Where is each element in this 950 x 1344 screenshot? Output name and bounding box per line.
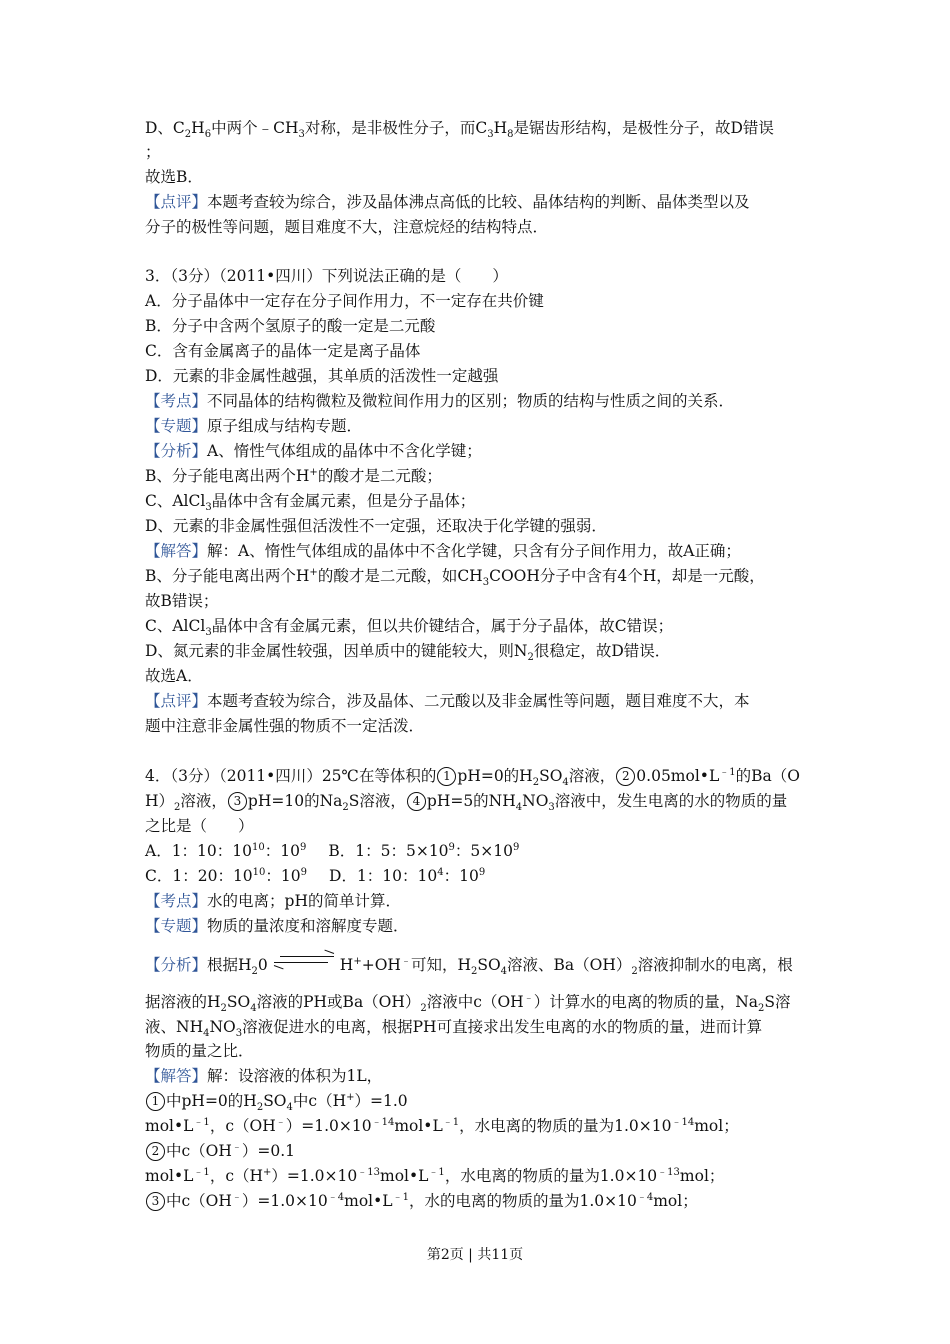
q3-stem: 3．（3分）（2011•四川）下列说法正确的是（ ） xyxy=(145,267,508,285)
q4-fenxi: 【分析】根据$H_20$ H++OH﹣可知，$H_2SO_4$溶液、$Ba(OH)_2$溶液抑制水的电离，根 xyxy=(145,953,793,976)
q4-jieda-1: 1 中pH=0的$H_2SO_4$中c（H+）=1.0 xyxy=(145,1090,408,1112)
subscript: 3 xyxy=(298,129,305,141)
q2-option-d-explanation: D、$C_2H_6$中两个$﹣CH_3$对称，是非极性分子，而$C_3H_8$是锯齿形结构，是极性分子，故D错误 xyxy=(145,119,774,141)
q4-fenxi-cont1: 据溶液的$H_2SO_4$溶液的PH或$Ba(OH)_2$溶液中c（OH﹣）计算水的电离的物质的量，$Na_2S$溶 xyxy=(145,992,791,1015)
section-tag: 【考点】 xyxy=(145,892,208,910)
superscript: + xyxy=(346,1091,355,1103)
subscript: 4 xyxy=(203,1028,210,1040)
q4-options-ab: A．1：10：$10^{10}$：$10^9$ B．1：5：$5\times 10^9$：$5\times 10^9$ xyxy=(145,841,520,860)
q2-semicolon: ； xyxy=(145,143,161,161)
subscript: 6 xyxy=(204,129,212,141)
q3-jieda-c: C、AlCl$_3$晶体中含有金属元素，但以共价键结合，属于分子晶体，故C错误； xyxy=(145,617,674,639)
subscript: 2 xyxy=(184,129,192,141)
equilibrium-arrow-icon xyxy=(274,953,334,967)
q3-fenxi: 【分析】A、惰性气体组成的晶体中不含化学键； xyxy=(145,442,482,460)
circled-3-icon: 3 xyxy=(146,1192,165,1211)
superscript: ﹣4 xyxy=(636,1191,654,1203)
subscript: 2 xyxy=(420,1003,427,1015)
q3-fenxi-b: B、分子能电离出两个H+的酸才是二元酸； xyxy=(145,466,442,485)
subscript: 2 xyxy=(470,966,478,978)
superscript: ﹣ xyxy=(400,955,411,967)
section-tag: 【点评】 xyxy=(145,692,208,710)
superscript: ﹣1 xyxy=(719,766,736,778)
q4-stem: 4．（3分）（2011•四川）25℃在等体积的 1 pH=0的$H_2SO_4$溶液， 2 $0.05mol•L^{﹣1}$的Ba（O xyxy=(145,766,800,789)
superscript: + xyxy=(309,466,318,478)
superscript: 9 xyxy=(478,866,486,878)
superscript: ﹣13 xyxy=(657,1166,680,1178)
subscript: 4 xyxy=(562,777,569,789)
q3-option-c: C．含有金属离子的晶体一定是离子晶体 xyxy=(145,342,421,360)
subscript: 2 xyxy=(220,1003,227,1015)
q3-dianping-cont: 题中注意非金属性强的物质不一定活泼． xyxy=(145,717,425,735)
superscript: 9 xyxy=(448,841,455,853)
circled-1-icon: 1 xyxy=(146,1092,165,1111)
superscript: ﹣4 xyxy=(327,1191,345,1203)
q4-jieda-2: 2 中c（OH﹣）=0.1 xyxy=(145,1140,295,1162)
superscript: ﹣13 xyxy=(357,1166,380,1178)
subscript: 4 xyxy=(250,1003,257,1015)
subscript: 2 xyxy=(532,777,540,789)
q4-stem-cont: $H)_2$溶液， 3 pH=10的$Na_2S$溶液， 4 pH=5的$NH_4NO_3$溶液中，发生电离的水的物质的量 xyxy=(145,792,788,814)
subscript: 2 xyxy=(527,652,534,664)
q3-jieda-b: B、分子能电离出两个H+的酸才是二元酸，如$CH_3COOH$分子中含有4个H，却是一元酸， xyxy=(145,566,765,589)
subscript: 2 xyxy=(174,802,181,814)
q4-stem-end: 之比是（ ） xyxy=(145,817,254,835)
superscript: + xyxy=(353,955,362,967)
superscript: ﹣14 xyxy=(671,1116,695,1128)
subscript: 3 xyxy=(235,1028,243,1040)
q4-fenxi-cont2: 液、$NH_4NO_3$溶液促进水的电离，根据PH可直接求出发生电离的水的物质的量，进而计算 xyxy=(145,1018,763,1040)
superscript: + xyxy=(309,566,318,578)
subscript: 4 xyxy=(286,1102,293,1114)
subscript: 2 xyxy=(631,966,638,978)
superscript: ﹣1 xyxy=(392,1191,409,1203)
subscript: 2 xyxy=(256,1102,264,1114)
superscript: ﹣1 xyxy=(442,1116,460,1128)
q3-jieda-d: D、氮元素的非金属性较强，因单质中的键能较大，则$N_2$很稳定，故D错误． xyxy=(145,642,671,664)
section-tag: 【专题】 xyxy=(145,417,208,435)
subscript: 3 xyxy=(205,627,212,639)
subscript: 2 xyxy=(758,1003,765,1015)
q3-jieda-b-cont: 故B错误； xyxy=(145,592,219,610)
subscript: 4 xyxy=(500,966,508,978)
q3-fenxi-c: C、AlCl$_3$晶体中含有金属元素，但是分子晶体； xyxy=(145,492,476,514)
q4-jieda-2-cont: $mol•L^{﹣1}$，$c(H^+)=1.0\times 10^{﹣13}mol•L^{﹣1}$，水电离的物质的量为$1.0\times 10^{﹣13}mol$； xyxy=(145,1166,725,1185)
section-tag: 【分析】 xyxy=(145,956,208,974)
q3-choice: 故选A． xyxy=(145,667,203,685)
superscript: 4 xyxy=(437,866,444,878)
subscript: 3 xyxy=(487,129,494,141)
section-tag: 【解答】 xyxy=(145,1067,208,1085)
subscript: 3 xyxy=(548,802,555,814)
q4-jieda-3: 3 中$c(OH^﹣)=1.0\times 10^{﹣4}mol•L^{﹣1}$，水的电离的物质的量为$1.0\times 10^{﹣4}mol$； xyxy=(145,1190,698,1212)
circled-2-icon: 2 xyxy=(146,1142,165,1161)
q3-fenxi-d: D、元素的非金属性强但活泼性不一定强，还取决于化学键的强弱． xyxy=(145,517,607,535)
subscript: 4 xyxy=(515,802,523,814)
q3-zhuanti: 【专题】原子组成与结构专题． xyxy=(145,417,363,435)
q4-kaodian: 【考点】水的电离；pH的简单计算． xyxy=(145,892,401,910)
q3-option-b: B．分子中含两个氢原子的酸一定是二元酸 xyxy=(145,317,436,335)
circled-1-icon: 1 xyxy=(437,767,456,786)
q3-dianping: 【点评】本题考查较为综合，涉及晶体、二元酸以及非金属性等问题，题目难度不大，本 xyxy=(145,692,750,710)
superscript: ﹣ xyxy=(275,1116,286,1128)
q2-review: 【点评】本题考查较为综合，涉及晶体沸点高低的比较、晶体结构的判断、晶体类型以及 xyxy=(145,193,750,211)
subscript: 3 xyxy=(205,502,212,514)
circled-2-icon: 2 xyxy=(616,767,635,786)
superscript: ﹣ xyxy=(523,992,534,1004)
circled-4-icon: 4 xyxy=(407,792,426,811)
superscript: + xyxy=(263,1166,272,1178)
subscript: 2 xyxy=(342,802,349,814)
section-tag: 【分析】 xyxy=(145,442,208,460)
superscript: ﹣ xyxy=(231,1141,242,1153)
q3-option-a: A．分子晶体中一定存在分子间作用力，不一定存在共价键 xyxy=(145,292,544,310)
superscript: 9 xyxy=(299,841,307,853)
subscript: 3 xyxy=(482,577,490,589)
superscript: ﹣1 xyxy=(428,1166,445,1178)
q3-option-d: D．元素的非金属性越强，其单质的活泼性一定越强 xyxy=(145,367,499,385)
page-footer: 第2页 | 共11页 xyxy=(426,1247,524,1263)
superscript: 9 xyxy=(513,841,520,853)
q4-zhuanti: 【专题】物质的量浓度和溶解度专题． xyxy=(145,917,409,935)
circled-3-icon: 3 xyxy=(228,792,247,811)
section-tag: 【点评】 xyxy=(145,193,208,211)
section-tag: 【专题】 xyxy=(145,917,208,935)
q2-choice: 故选B． xyxy=(145,168,203,186)
section-tag: 【解答】 xyxy=(145,542,208,560)
superscript: ﹣1 xyxy=(193,1166,210,1178)
q2-review-cont: 分子的极性等问题，题目难度不大，注意烷烃的结构特点． xyxy=(145,218,549,236)
superscript: ﹣14 xyxy=(371,1116,395,1128)
superscript: 9 xyxy=(300,866,308,878)
superscript: ﹣1 xyxy=(193,1116,210,1128)
q4-jieda: 【解答】解：设溶液的体积为1L， xyxy=(145,1067,383,1085)
superscript: 10 xyxy=(252,841,265,853)
q4-fenxi-cont3: 物质的量之比． xyxy=(145,1042,254,1060)
subscript: 8 xyxy=(507,129,514,141)
superscript: 10 xyxy=(252,866,266,878)
subscript: 2 xyxy=(251,966,258,978)
q3-kaodian: 【考点】不同晶体的结构微粒及微粒间作用力的区别；物质的结构与性质之间的关系． xyxy=(145,392,735,410)
q3-jieda-a: 【解答】解：A、惰性气体组成的晶体中不含化学键，只含有分子间作用力，故A正确； xyxy=(145,542,741,560)
superscript: ﹣ xyxy=(231,1191,242,1203)
q4-options-cd: C．1：20：$10^{10}$：$10^9$ D．1：10：$10^4$：$10^9$ xyxy=(145,866,486,885)
section-tag: 【考点】 xyxy=(145,392,208,410)
q4-jieda-1-cont: $mol•L^{﹣1}$，$c(OH^﹣)=1.0\times 10^{﹣14}mol•L^{﹣1}$，水电离的物质的量为$1.0\times 10^{﹣14}mol$； xyxy=(145,1116,739,1135)
